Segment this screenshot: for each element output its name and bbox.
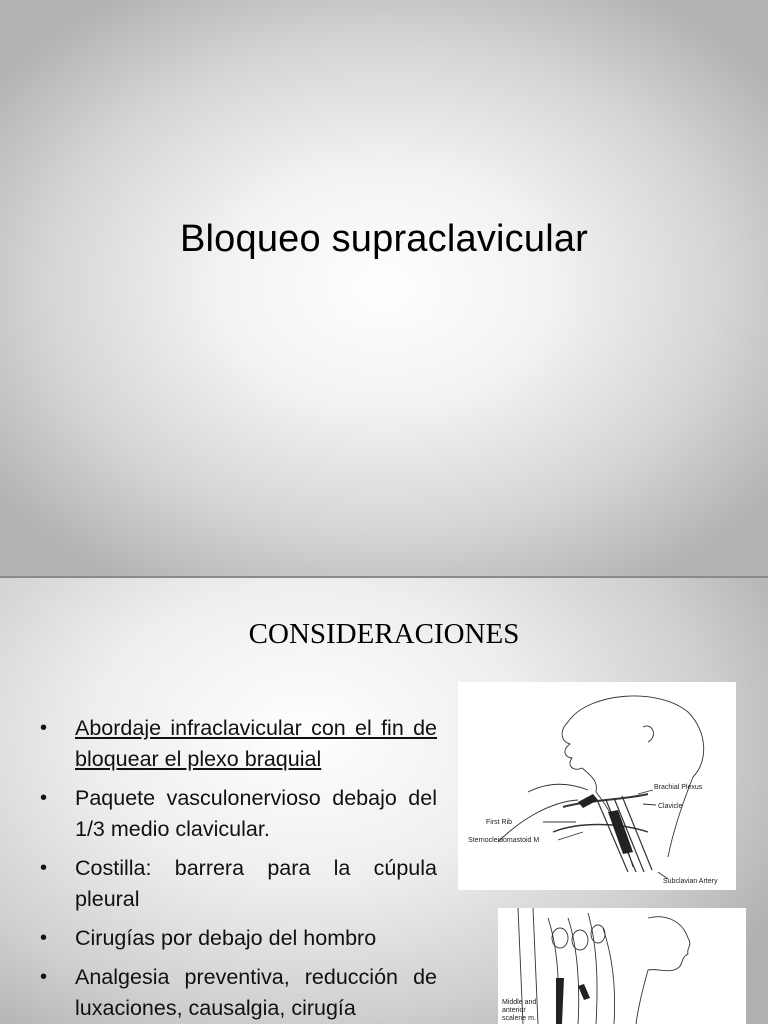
- section-heading: CONSIDERACIONES: [248, 618, 520, 650]
- label-scalene-3: scalene m.: [502, 1015, 536, 1022]
- bullet-item: [40, 713, 437, 775]
- anatomy-illustration-brachial-plexus: [458, 682, 736, 890]
- label-scalene-2: anterior: [502, 1007, 526, 1014]
- bullet-text: Abordaje infraclavicular con el fin de bloquear el plexo braquial: [75, 716, 437, 771]
- slide-title: Bloqueo supraclavicular: [179, 218, 589, 260]
- label-subclavian-artery: Subclavian Artery: [663, 878, 718, 885]
- label-first-rib: First Rib: [486, 819, 513, 826]
- bullet-item: [40, 783, 437, 845]
- content-slide: [0, 578, 768, 1024]
- label-clavicle: Clavicle: [658, 803, 683, 810]
- bullet-item: [40, 962, 437, 1024]
- label-sternocleidomastoid: Sternocleidomastoid M: [468, 837, 540, 844]
- label-brachial-plexus: Brachial Plexus: [654, 784, 703, 791]
- bullet-item: [40, 853, 437, 915]
- label-scalene-1: Middle and: [502, 999, 537, 1006]
- bullet-text: Paquete vasculonervioso debajo del 1/3 medio clavicular.: [75, 786, 437, 841]
- anatomy-drawing: [498, 908, 746, 1024]
- bullet-text: Cirugías por debajo del hombro: [75, 926, 377, 950]
- bullet-text: Costilla: barrera para la cúpula pleural: [75, 856, 437, 911]
- bullet-list: [40, 713, 437, 1024]
- bullet-text: Analgesia preventiva, reducción de luxaciones, causalgia, cirugía: [75, 965, 437, 1020]
- anatomy-drawing: [458, 682, 736, 890]
- anatomy-illustration-scalene: [498, 908, 746, 1024]
- bullet-item: [40, 923, 437, 954]
